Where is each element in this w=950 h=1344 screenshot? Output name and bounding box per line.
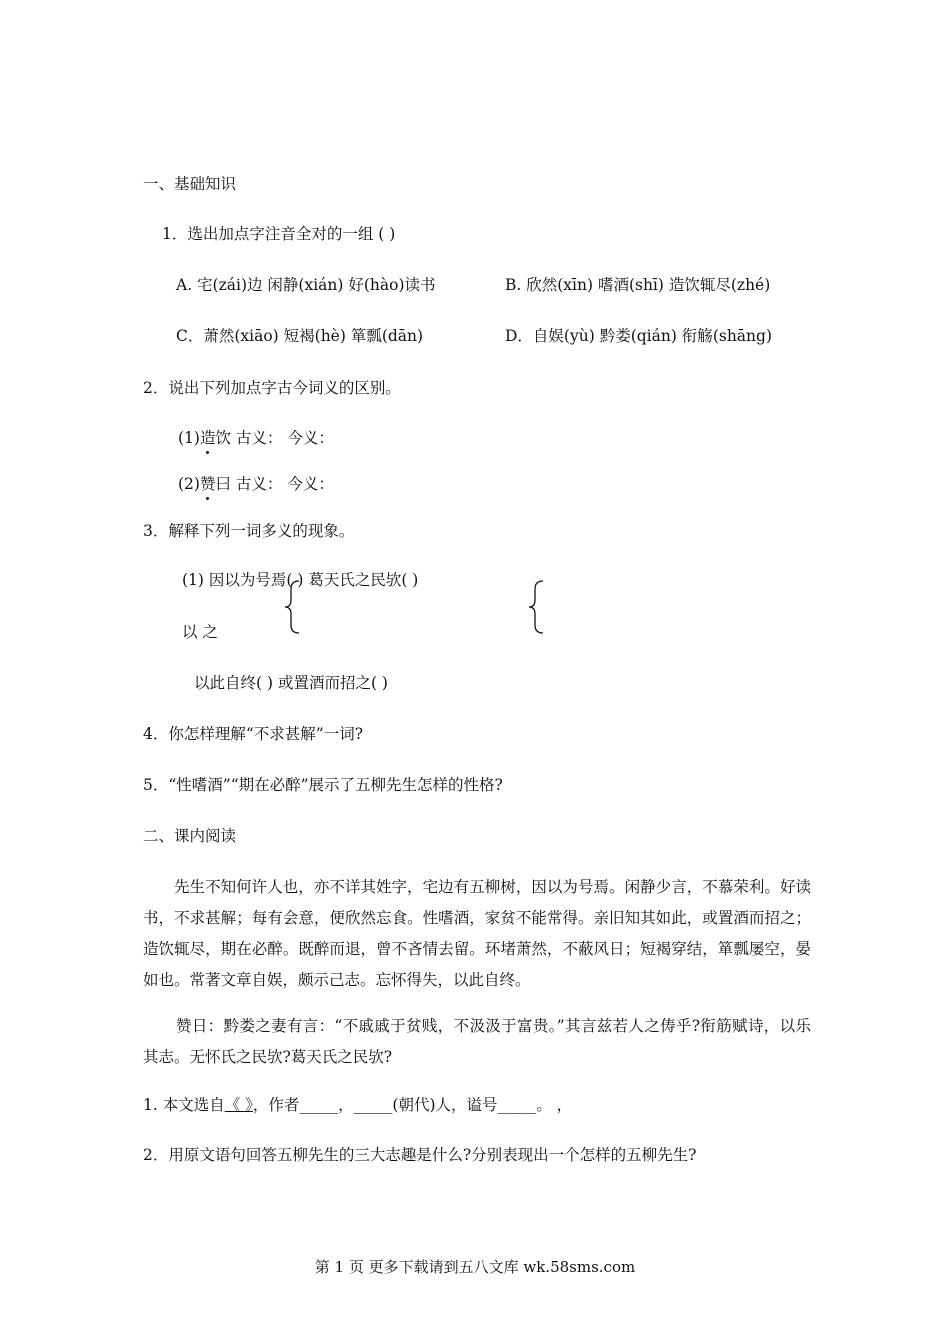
q1-stem: 1．选出加点字注音全对的一组 ( ) — [162, 225, 396, 243]
q2-item-2-prefix: (2) — [178, 475, 200, 493]
q2-stem: 2．说出下列加点字古今词义的区别。 — [143, 379, 401, 397]
q2-item-1-rest: 饮 古义： 今义： — [215, 429, 334, 447]
q2-item-2 — [178, 474, 334, 494]
brace-right-icon — [528, 579, 550, 635]
reading-q1-rest: ，作者_____，_____(朝代)人，谥号_____。 ， — [252, 1096, 573, 1114]
q1-option-b: B. 欣然(xīn) 嗜酒(shī) 造饮辄尽(zhé) — [505, 276, 771, 294]
q5-stem: 5．“性嗜酒”“期在必醉”展示了五柳先生怎样的性格? — [143, 776, 503, 794]
q3-line-2: 以 之 — [182, 623, 218, 641]
reading-q1-prefix: 1. 本文选自 — [143, 1096, 225, 1114]
q2-item-2-rest: 曰 古义： 今义： — [215, 475, 334, 493]
reading-q2: 2．用原文语句回答五柳先生的三大志趣是什么?分别表现出一个怎样的五柳先生? — [143, 1146, 697, 1164]
reading-paragraph-2: 赞日：黔娄之妻有言：“不戚戚于贫贱，不汲汲于富贵。”其言兹若人之俦乎?衔筋赋诗，以乐其志。无怀氏之民欤?葛天氏之民欤? — [143, 1017, 811, 1066]
page-footer: 第 1 页 更多下载请到五八文库 wk.58sms.com — [314, 1258, 636, 1276]
q3-stem: 3．解释下列一词多义的现象。 — [143, 522, 355, 540]
q1-option-a: A. 宅(zái)边 闲静(xián) 好(hào)读书 — [176, 276, 436, 294]
q3-line-3: 以此自终( ) 或置酒而招之( ) — [194, 674, 388, 692]
section1-heading: 一、基础知识 — [143, 175, 237, 193]
reading-q1 — [143, 1095, 572, 1115]
q3-line-1: (1) 因以为号焉( ) 葛天氏之民欤( ) — [182, 571, 419, 589]
reading-paragraph-1: 先生不知何许人也，亦不详其姓字，宅边有五柳树，因以为号焉。闲静少言，不慕荣利。好读书，不求甚解；每有会意，便欣然忘食。性嗜酒，家贫不能常得。亲旧知其如此，或置酒而招之；造饮辄尽，期在必醉。既醉而退，曾不吝情去留。环堵萧然，不蔽风日；短褐穿结，箪瓢屡空，晏如也。常著文章自娱，颇示己志。忘怀得失，以此自终。 — [143, 878, 811, 989]
q2-item-1-prefix: (1) — [178, 429, 200, 447]
brace-left-icon — [284, 579, 306, 635]
q2-item-1 — [178, 428, 334, 448]
q1-option-d: D．自娱(yù) 黔娄(qián) 衔觞(shāng) — [505, 327, 772, 345]
q2-item-1-dotted-char: 造 — [199, 429, 216, 447]
q2-item-2-dotted-char: 赞 — [199, 475, 216, 493]
q1-option-c: C．萧然(xiāo) 短褐(hè) 箪瓢(dān) — [176, 327, 424, 345]
q4-stem: 4．你怎样理解“不求甚解”一词? — [143, 725, 364, 743]
section2-heading: 二、课内阅读 — [143, 827, 237, 845]
reading-q1-book-blank: 《 》 — [224, 1096, 253, 1114]
